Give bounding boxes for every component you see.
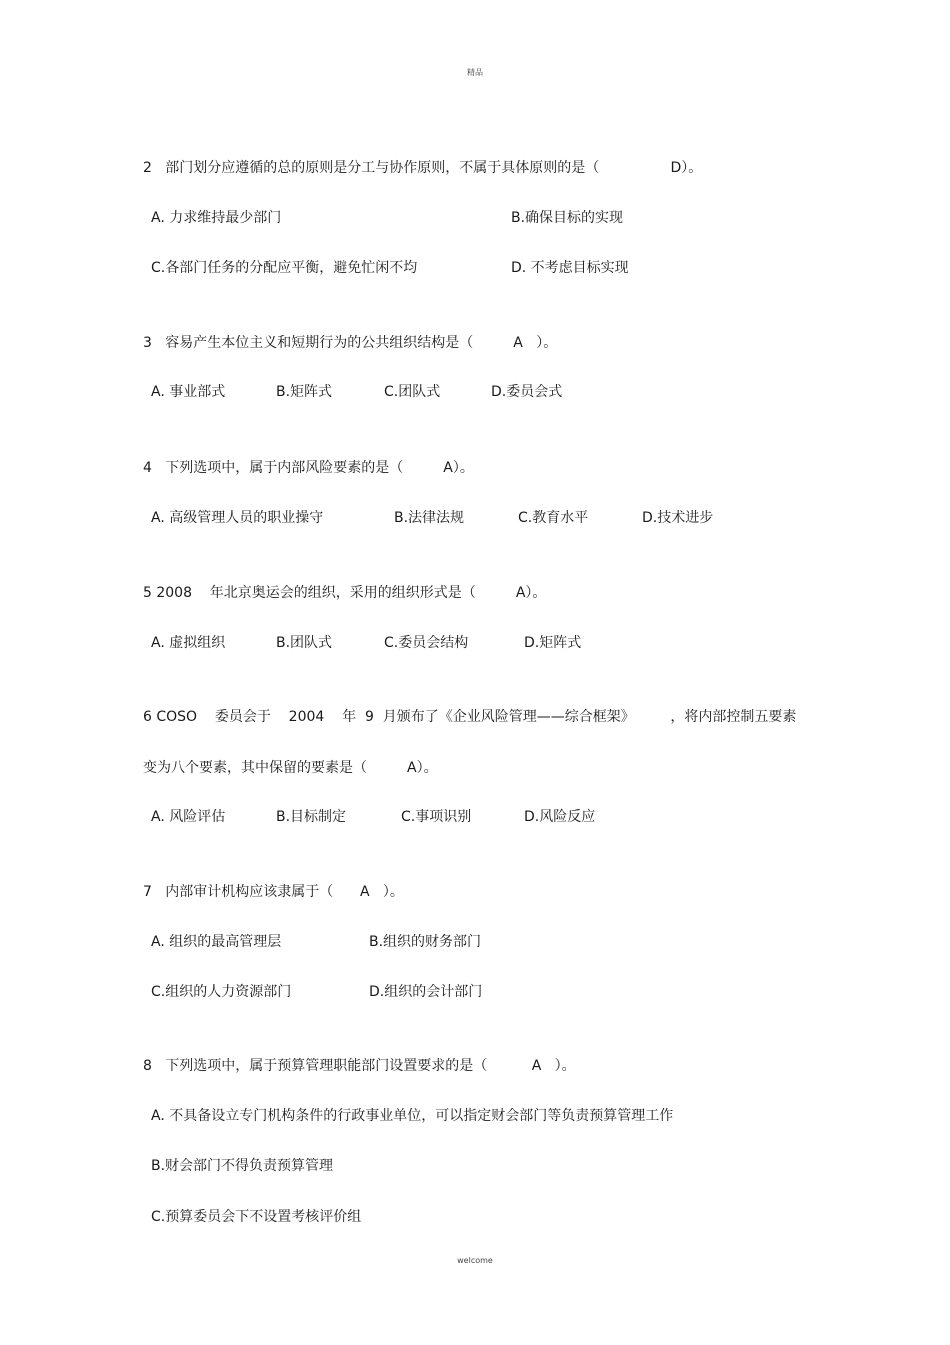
question-3-option-c: C.团队式 <box>384 384 441 400</box>
question-5-option-c: C.委员会结构 <box>384 635 469 651</box>
question-2-option-d: D. 不考虑目标实现 <box>511 260 629 276</box>
question-6-option-d: D.风险反应 <box>524 809 596 825</box>
question-4-option-d: D.技术进步 <box>642 510 714 526</box>
question-3-option-b: B.矩阵式 <box>276 384 333 400</box>
question-4-stem: 4 下列选项中，属于内部风险要素的是（ A）。 <box>143 460 474 476</box>
question-2-stem: 2 部门划分应遵循的总的原则是分工与协作原则，不属于具体原则的是（ D）。 <box>143 160 703 176</box>
question-6-option-b: B.目标制定 <box>276 809 347 825</box>
question-2-option-b: B.确保目标的实现 <box>511 210 624 226</box>
question-6-stem-line-1: 6 COSO 委员会于 2004 年 9 月颁布了《企业风险管理——综合框架》 ，将内部控制五要素 <box>143 709 797 725</box>
question-4-option-a: A. 高级管理人员的职业操守 <box>151 510 324 526</box>
question-8-option-a: A. 不具备设立专门机构条件的行政事业单位，可以指定财会部门等负责预算管理工作 <box>151 1108 674 1124</box>
question-7-stem: 7 内部审计机构应该隶属于（ A ）。 <box>143 884 404 900</box>
question-5-option-d: D.矩阵式 <box>524 635 582 651</box>
question-5-stem: 5 2008 年北京奥运会的组织，采用的组织形式是（ A）。 <box>143 585 547 601</box>
question-2-option-c: C.各部门任务的分配应平衡，避免忙闲不均 <box>151 260 418 276</box>
page-header: 精品 <box>467 68 483 77</box>
question-5-option-a: A. 虚拟组织 <box>151 635 226 651</box>
page-footer: welcome <box>457 1256 493 1265</box>
question-6-stem-line-2: 变为八个要素，其中保留的要素是（ A）。 <box>143 760 438 776</box>
question-3-option-d: D.委员会式 <box>491 384 563 400</box>
question-4-option-c: C.教育水平 <box>518 510 589 526</box>
question-4-option-b: B.法律法规 <box>394 510 465 526</box>
question-7-option-c: C.组织的人力资源部门 <box>151 984 292 1000</box>
question-3-stem: 3 容易产生本位主义和短期行为的公共组织结构是（ A ）。 <box>143 335 558 351</box>
question-6-option-a: A. 风险评估 <box>151 809 226 825</box>
question-8-option-b: B.财会部门不得负责预算管理 <box>151 1158 334 1174</box>
question-6-option-c: C.事项识别 <box>401 809 472 825</box>
question-7-option-b: B.组织的财务部门 <box>369 934 482 950</box>
question-8-stem: 8 下列选项中，属于预算管理职能部门设置要求的是（ A ）。 <box>143 1058 576 1074</box>
question-2-option-a: A. 力求维持最少部门 <box>151 210 282 226</box>
question-3-option-a: A. 事业部式 <box>151 384 226 400</box>
question-7-option-a: A. 组织的最高管理层 <box>151 934 282 950</box>
question-5-option-b: B.团队式 <box>276 635 333 651</box>
question-7-option-d: D.组织的会计部门 <box>369 984 483 1000</box>
question-8-option-c: C.预算委员会下不设置考核评价组 <box>151 1209 362 1225</box>
